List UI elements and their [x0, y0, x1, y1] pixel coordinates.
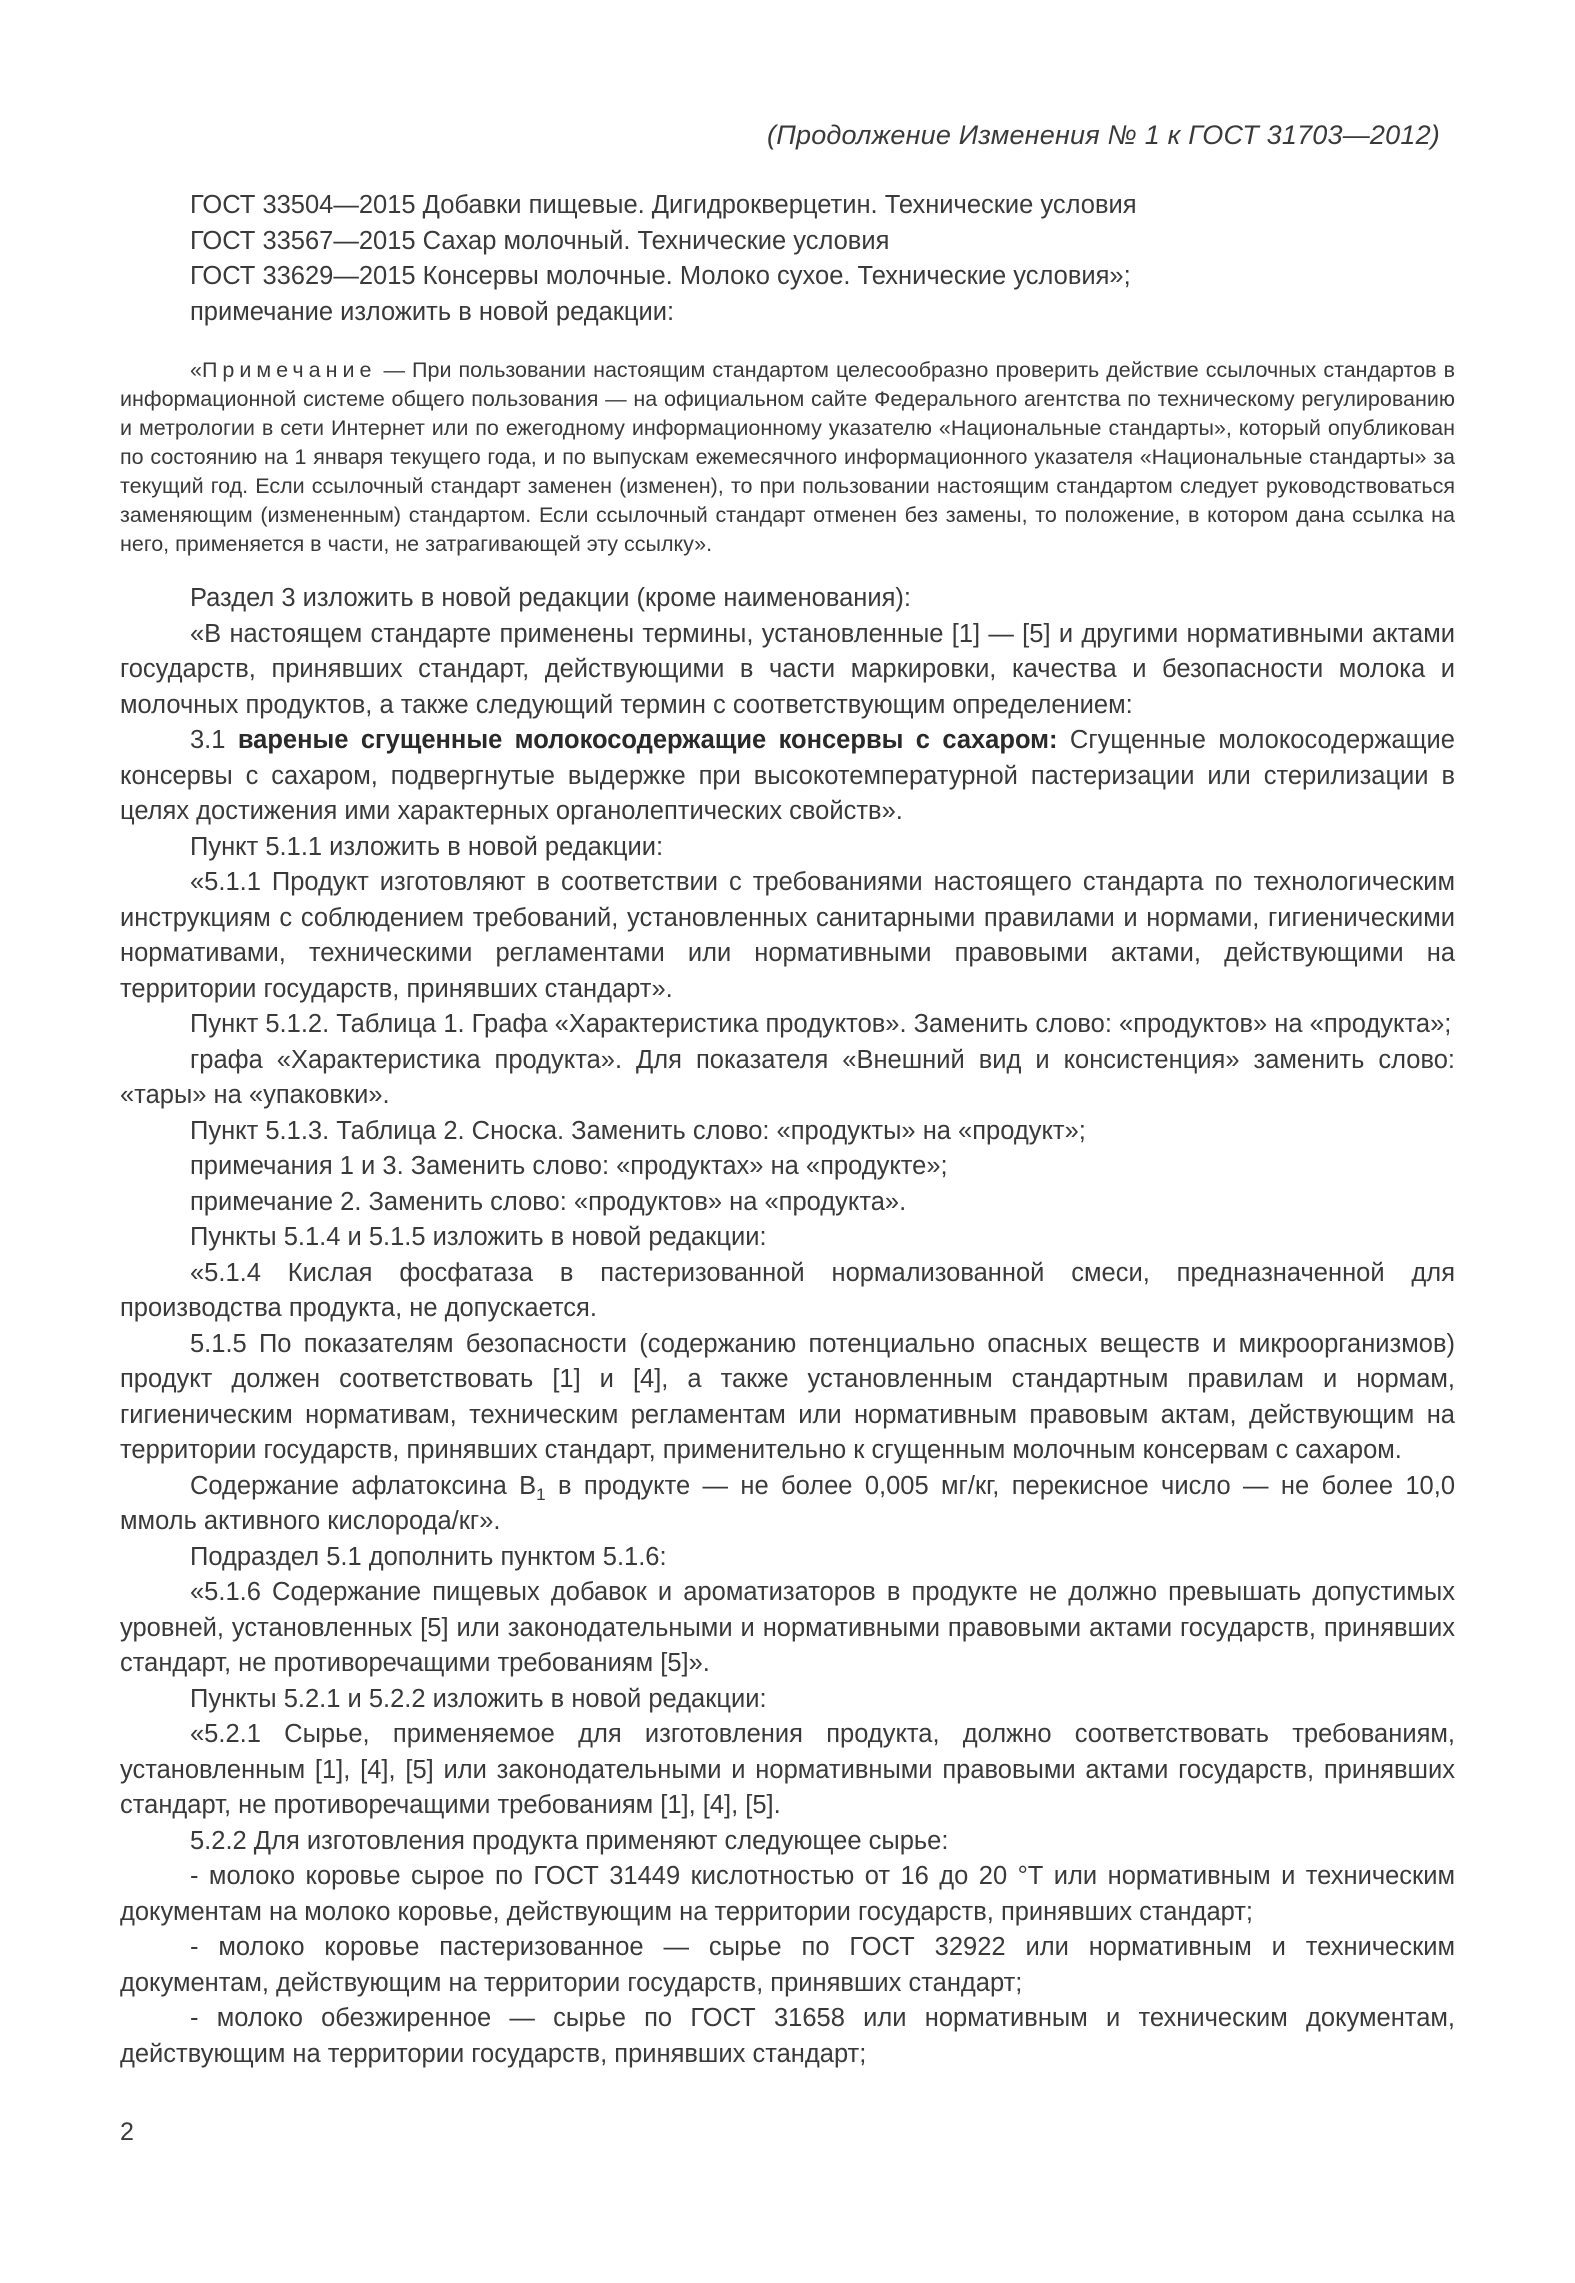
page-header: (Продолжение Изменения № 1 к ГОСТ 31703—2012): [767, 120, 1440, 150]
ref-line: примечание изложить в новой редакции:: [190, 297, 675, 326]
clause-intro: Пункт 5.1.3. Таблица 2. Сноска. Заменить слово: «продукты» на «продукт»;: [190, 1116, 1086, 1145]
list-item: - молоко коровье сырое по ГОСТ 31449 кислотностью от 16 до 20 °Т или нормативным и техническим документам на молоко коровье, действующим на территории государств, принявших стандарт;: [120, 1862, 1455, 1926]
clause-text: «5.1.4 Кислая фосфатаза в пастеризованной нормализованной смеси, предназначенной для производства продукта, не допускается.: [120, 1258, 1455, 1322]
clause-text: «5.1.1 Продукт изготовляют в соответствии с требованиями настоящего стандарта по технологическим инструкциям с соблюдением требований, установленных санитарными правилами и нормами, гигиеническими нормативами, техническими регламентами или нормативными правовыми актами, действующими на территории государств, принявших стандарт».: [120, 868, 1455, 1003]
clause-text: 5.1.5 По показателям безопасности (содержанию потенциально опасных веществ и микроорганизмов) продукт должен соответствовать [1] и [4], а также установленным стандартным правилам и нормам, гигиеническим нормативам, техническим регламентам или нормативным правовым актам, действующим на территории государств, принявших стандарт, применительно к сгущенным молочным консервам с сахаром.: [120, 1329, 1455, 1464]
clause-text: «5.2.1 Сырье, применяемое для изготовления продукта, должно соответствовать требованиям, установленным [1], [4], [5] или законодательными и нормативными правовыми актами государств, принявших стандарт, не противоречащими требованиям [1], [4], [5].: [120, 1720, 1455, 1819]
list-item: - молоко обезжиренное — сырье по ГОСТ 31658 или нормативным и техническим документам, действующим на территории государств, принявших стандарт;: [120, 2004, 1455, 2068]
clause-text: примечание 2. Заменить слово: «продуктов» на «продукта».: [190, 1187, 907, 1216]
document-body: [120, 188, 1455, 2072]
aflatoxin-text: Содержание афлатоксина $В_1$ в продукте — не более 0,005 мг/кг, перекисное число — не более 10,0 ммоль активного кислорода/кг».: [120, 1471, 1455, 1535]
clause-text: примечания 1 и 3. Заменить слово: «продуктах» на «продукте»;: [190, 1152, 948, 1180]
ref-line: ГОСТ 33629—2015 Консервы молочные. Молоко сухое. Технические условия»;: [190, 262, 1131, 290]
term-definition: 3.1 вареные сгущенные молокосодержащие консервы с сахаром: Сгущенные молокосодержащие консервы с сахаром, подвергнутые выдержке при высокотемпературной пастеризации или стерилизации в целях достижения ими характерных органолептических свойств».: [120, 726, 1455, 825]
clause-intro: Пункты 5.1.4 и 5.1.5 изложить в новой редакции:: [190, 1223, 767, 1251]
clause-text: графа «Характеристика продукта». Для показателя «Внешний вид и консистенция» заменить слово: «тары» на «упаковки».: [120, 1045, 1455, 1109]
list-item: - молоко коровье пастеризованное — сырье по ГОСТ 32922 или нормативным и техническим документам, действующим на территории государств, принявших стандарт;: [120, 1933, 1455, 1997]
term-name: вареные сгущенные молокосодержащие консервы с сахаром:: [237, 726, 1058, 754]
clause-text: «5.1.6 Содержание пищевых добавок и ароматизаторов в продукте не должно превышать допустимых уровней, установленных [5] или законодательными и нормативными правовыми актами государств, принявших стандарт, не противоречащими требованиям [5]».: [120, 1578, 1455, 1677]
note-block: [120, 356, 1455, 559]
clause-text: 5.2.2 Для изготовления продукта применяют следующее сырье:: [190, 1826, 949, 1855]
clause-intro: Пункт 5.1.2. Таблица 1. Графа «Характеристика продуктов». Заменить слово: «продуктов» на «продукта»;: [190, 1010, 1452, 1038]
clause-intro: Пункт 5.1.1 изложить в новой редакции:: [190, 832, 664, 861]
note-paragraph: «Примечание — При пользовании настоящим стандартом целесообразно проверить действие ссылочных стандартов в информационной системе общего пользования — на официальном сайте Федерального агентства по техническому регулированию и метрологии в сети Интернет или по ежегодному информационному указателю «Национальные стандарты», который опубликован по состоянию на 1 января текущего года, и по выпускам ежемесячного информационного указателя «Национальные стандарты» за текущий год. Если ссылочный стандарт заменен (изменен), то при пользовании настоящим стандартом следует руководствоваться заменяющим (измененным) стандартом. Если ссылочный стандарт отменен без замены, то положение, в котором дана ссылка на него, применяется в части, не затрагивающей эту ссылку».: [120, 358, 1455, 556]
clause-intro: Подраздел 5.1 дополнить пунктом 5.1.6:: [190, 1542, 667, 1571]
note-label: Примечание: [201, 358, 377, 382]
clause-intro: Пункты 5.2.1 и 5.2.2 изложить в новой редакции:: [190, 1684, 767, 1713]
page-number: 2: [120, 2118, 134, 2146]
section3-intro: Раздел 3 изложить в новой редакции (кроме наименования):: [190, 584, 912, 612]
section3-text: «В настоящем стандарте применены термины, установленные [1] — [5] и другими нормативными актами государств, принявших стандарт, действующими в части маркировки, качества и безопасности молока и молочных продуктов, а также следующий термин с соответствующим определением:: [120, 619, 1455, 719]
ref-line: ГОСТ 33504—2015 Добавки пищевые. Дигидрокверцетин. Технические условия: [190, 191, 1137, 219]
ref-line: ГОСТ 33567—2015 Сахар молочный. Технические условия: [190, 226, 890, 255]
